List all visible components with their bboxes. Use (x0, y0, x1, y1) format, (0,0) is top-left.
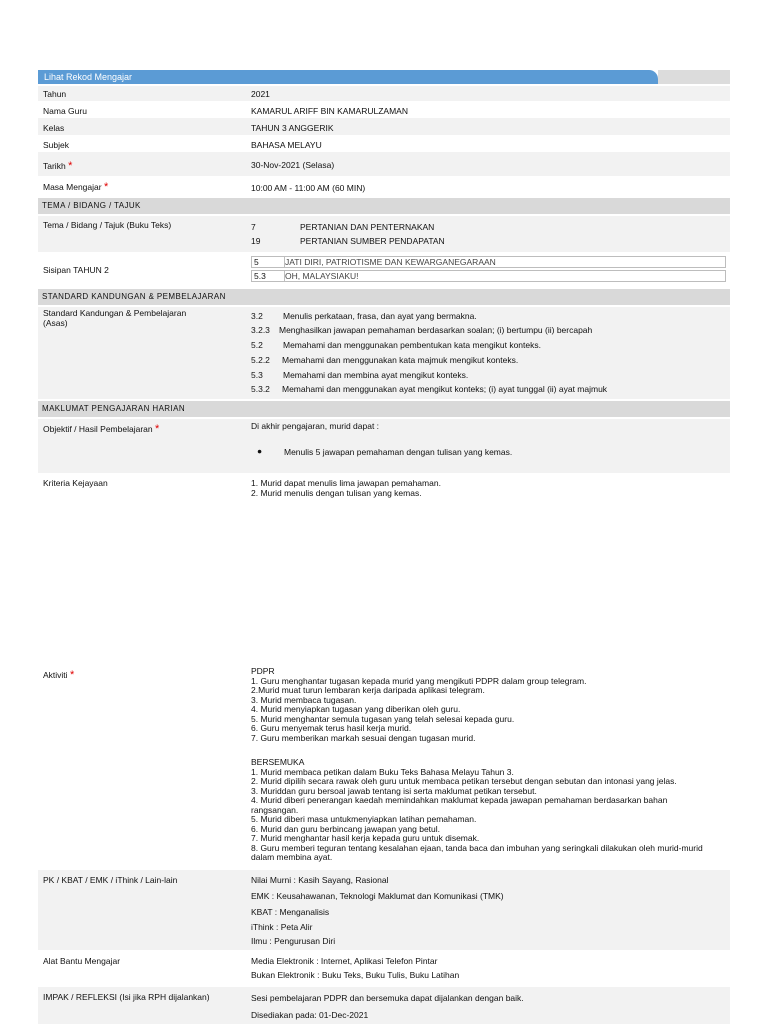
label-objektif: Objektif / Hasil Pembelajaran * (43, 423, 160, 435)
label-subjek: Subjek (43, 140, 69, 150)
tema-code-1: 7 (251, 222, 256, 232)
sk-text-5: Memahami dan membina ayat mengikut konteks. (283, 370, 469, 380)
kriteria-text: 1. Murid dapat menulis lima jawapan pemahaman. 2. Murid menulis dengan tulisan yang kemas. (251, 478, 441, 498)
section-standard: STANDARD KANDUNGAN & PEMBELAJARAN (38, 289, 730, 305)
info-row-masa (38, 176, 730, 196)
disediakan-text: Disediakan pada: 01-Dec-2021 (251, 1010, 369, 1020)
info-row-tahun (38, 86, 730, 101)
section-tema: TEMA / BIDANG / TAJUK (38, 198, 730, 214)
record-title-bar (38, 70, 730, 84)
value-kelas: TAHUN 3 ANGGERIK (251, 123, 334, 133)
label-tahun: Tahun (43, 89, 67, 99)
sk-text-2: Menghasilkan jawapan pemahaman berdasarkan soalan; (i) bertumpu (ii) bercapah (279, 325, 593, 335)
sk-text-1: Menulis perkataan, frasa, dan ayat yang bermakna. (283, 311, 477, 321)
bullet-icon: ● (257, 446, 263, 456)
required-marker: * (68, 160, 73, 172)
required-marker: * (154, 423, 160, 435)
info-row-subjek (38, 135, 730, 152)
label-impak: IMPAK / REFLEKSI (Isi jika RPH dijalankan) (43, 992, 210, 1002)
sisipan-item-2 (251, 270, 726, 282)
sk-code-6: 5.3.2 (251, 384, 270, 394)
label-nama-guru: Nama Guru (43, 106, 87, 116)
required-marker: * (69, 669, 75, 681)
title-bar-filler (658, 70, 730, 84)
required-marker: * (103, 181, 109, 193)
info-row-kelas (38, 118, 730, 135)
label-masa-mengajar: Masa Mengajar * (43, 181, 109, 193)
sk-code-4: 5.2.2 (251, 355, 270, 365)
sk-code-5: 5.3 (251, 370, 263, 380)
objektif-bullet-text: Menulis 5 jawapan pemahaman dengan tulisan yang kemas. (284, 447, 513, 457)
sisipan-code-1: 5 (252, 257, 285, 267)
value-subjek: BAHASA MELAYU (251, 140, 322, 150)
sisipan-item-1 (251, 256, 726, 268)
tema-code-2: 19 (251, 236, 261, 246)
label-tema: Tema / Bidang / Tajuk (Buku Teks) (43, 220, 172, 230)
label-standard: Standard Kandungan & Pembelajaran (Asas) (43, 308, 187, 328)
aktiviti-bersemuka: BERSEMUKA 1. Murid membaca petikan dalam Buku Teks Bahasa Melayu Tahun 3. 2. Murid dipilih secara rawak oleh guru untuk membaca petikan tersebut dengan sebutan dan intonasi yang jelas. 3. Muriddan guru bersoal jawab tentang isi serta maklumat petikan tersebut. 4. Murid diberi penerangan kaedah memindahkan maklumat kepada jawapan pemahaman berdasarkan bahan rangsangan. 5. Murid diberi masa untukmenyiapkan latihan pemahaman. 6. Murid dan guru berbincang jawapan yang betul. 7. Murid menghantar hasil kerja kepada guru untuk disemak. 8. Guru memberi teguran tentang kesalahan ejaan, tanda baca dan imbuhan yang seringkali dilakukan oleh murid-murid dalam membina ayat. (251, 757, 703, 862)
sk-text-3: Memahami dan menggunakan pembentukan kata mengikut konteks. (283, 340, 541, 350)
sk-code-2: 3.2.3 (251, 325, 270, 335)
label-alat-bantu: Alat Bantu Mengajar (43, 956, 121, 966)
alat-item-2: Bukan Elektronik : Buku Teks, Buku Tulis, Buku Latihan (251, 970, 460, 980)
label-aktiviti: Aktiviti * (43, 669, 75, 681)
impak-text: Sesi pembelajaran PDPR dan bersemuka dapat dijalankan dengan baik. (251, 993, 524, 1003)
value-tarikh: 30-Nov-2021 (Selasa) (251, 160, 335, 170)
aktiviti-pdpr: PDPR 1. Guru menghantar tugasan kepada murid yang mengikuti PDPR dalam group telegram. 2.Murid muat turun lembaran kerja daripada aplikasi telegram. 3. Murid membaca tugasan. 4. Murid menyiapkan tugasan yang diberikan oleh guru. 5. Murid menghantar semula tugasan yang telah selesai kepada guru. 6. Guru menyemak terus hasil kerja murid. 7. Guru memberikan markah sesuai dengan tugasan murid. (251, 666, 587, 743)
pk-item-2: EMK : Keusahawanan, Teknologi Maklumat dan Komunikasi (TMK) (251, 891, 504, 901)
label-kelas: Kelas (43, 123, 65, 133)
sk-text-4: Memahami dan menggunakan kata majmuk mengikut konteks. (282, 355, 519, 365)
section-maklumat-harian: MAKLUMAT PENGAJARAN HARIAN (38, 401, 730, 417)
sisipan-text-2: OH, MALAYSIAKU! (285, 271, 359, 281)
sisipan-code-2: 5.3 (252, 271, 285, 281)
page-title: Lihat Rekod Mengajar (38, 70, 658, 84)
pk-item-5: Ilmu : Pengurusan Diri (251, 936, 336, 946)
sisipan-text-1: JATI DIRI, PATRIOTISME DAN KEWARGANEGARAAN (285, 257, 496, 267)
pk-item-1: Nilai Murni : Kasih Sayang, Rasional (251, 875, 389, 885)
value-masa-mengajar: 10:00 AM - 11:00 AM (60 MIN) (251, 183, 366, 193)
sk-text-6: Memahami dan menggunakan ayat mengikut konteks; (i) ayat tunggal (ii) ayat majmuk (282, 384, 608, 394)
alat-item-1: Media Elektronik : Internet, Aplikasi Telefon Pintar (251, 956, 438, 966)
label-tarikh: Tarikh * (43, 160, 73, 172)
pk-item-4: iThink : Peta Alir (251, 922, 313, 932)
info-row-tarikh (38, 152, 730, 176)
tema-text-1: PERTANIAN DAN PENTERNAKAN (300, 222, 435, 232)
tema-text-2: PERTANIAN SUMBER PENDAPATAN (300, 236, 445, 246)
value-nama-guru: KAMARUL ARIFF BIN KAMARULZAMAN (251, 106, 408, 116)
value-tahun: 2021 (251, 89, 270, 99)
label-kriteria: Kriteria Kejayaan (43, 478, 108, 488)
sk-code-3: 5.2 (251, 340, 263, 350)
label-pk: PK / KBAT / EMK / iThink / Lain-lain (43, 875, 178, 885)
pk-item-3: KBAT : Menganalisis (251, 907, 330, 917)
objektif-intro: Di akhir pengajaran, murid dapat : (251, 421, 380, 431)
label-sisipan: Sisipan TAHUN 2 (43, 265, 109, 275)
sk-code-1: 3.2 (251, 311, 263, 321)
